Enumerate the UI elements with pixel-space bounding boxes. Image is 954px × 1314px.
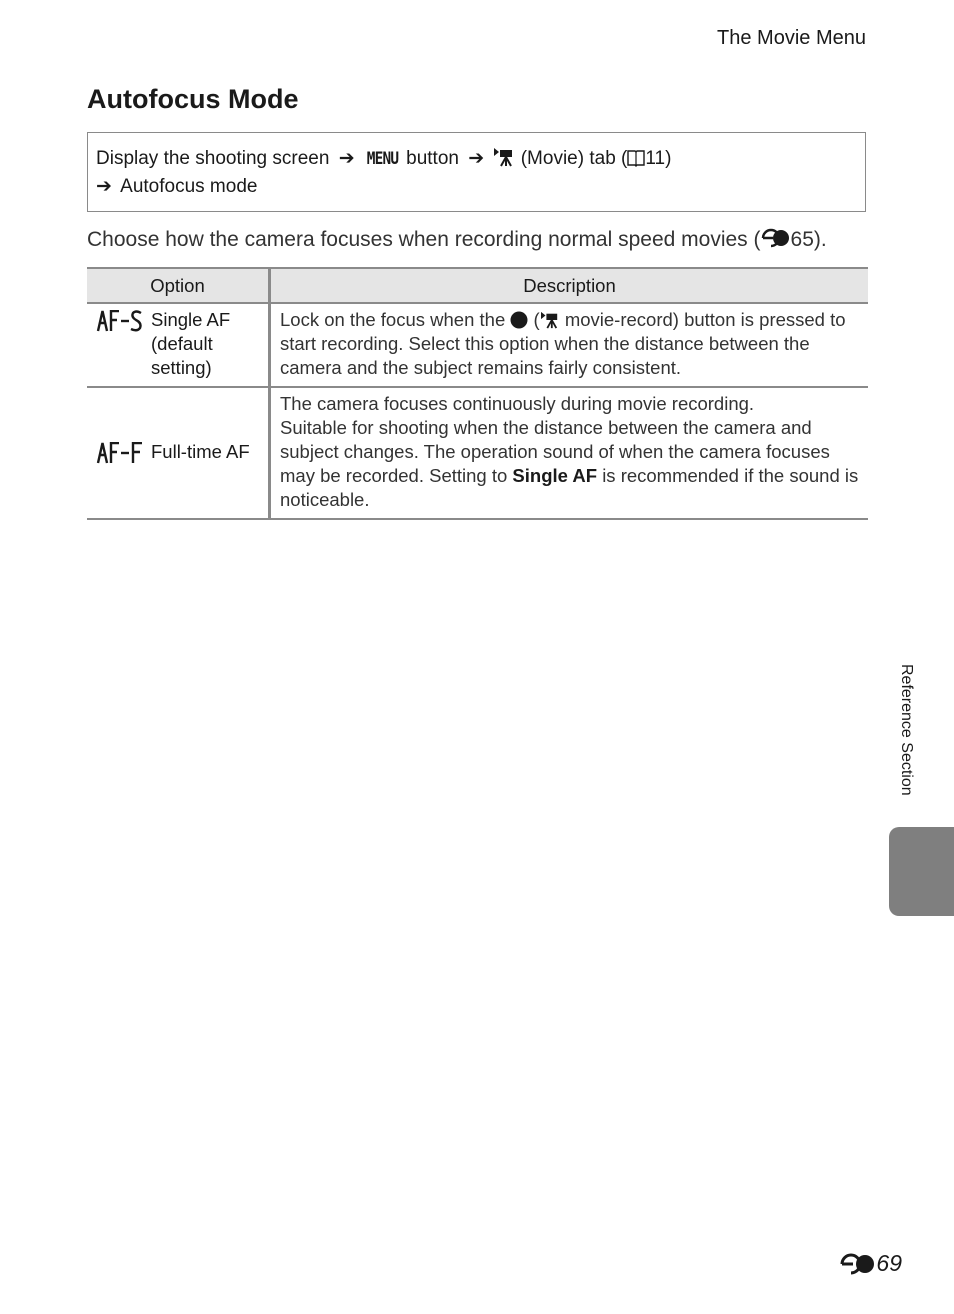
menu-path-box xyxy=(87,132,866,212)
nav-text-end: Autofocus mode xyxy=(120,176,258,197)
af-s-icon xyxy=(96,310,146,332)
arrow-right-icon: ➔ xyxy=(96,176,112,197)
table-row xyxy=(87,303,868,387)
movie-camera-icon xyxy=(540,311,560,329)
emphasis-text: Single AF xyxy=(512,465,598,486)
arrow-right-icon: ➔ xyxy=(468,148,485,169)
description-cell: The camera focuses continuously during movie recording. Suitable for shooting when the distance between the camera and subject changes. The operation sound of when the camera focuses may be recorded. Setting to Single AF is recommended if the sound is noticeable. xyxy=(270,387,869,519)
reference-section-icon xyxy=(840,1253,876,1275)
nav-button-text: button xyxy=(406,148,459,169)
option-cell xyxy=(87,303,270,387)
running-header: The Movie Menu xyxy=(717,27,866,49)
table-row xyxy=(87,387,868,519)
header-description: Description xyxy=(270,268,869,303)
option-label: Single AF xyxy=(151,309,231,330)
option-label: (default xyxy=(151,333,213,354)
page-number: 69 xyxy=(840,1250,902,1277)
intro-text: Choose how the camera focuses when recording normal speed movies ( 65). xyxy=(87,228,827,251)
option-cell xyxy=(87,387,270,519)
section-tab xyxy=(889,827,954,916)
reference-section-icon xyxy=(761,228,791,248)
af-f-icon xyxy=(96,442,146,464)
menu-button-glyph: MENU xyxy=(366,149,399,169)
option-label: setting) xyxy=(151,357,212,378)
book-reference-icon xyxy=(627,149,645,167)
options-table xyxy=(87,267,868,520)
page-reference: 11) xyxy=(645,148,672,169)
movie-tab-text: (Movie) tab ( xyxy=(520,148,628,169)
section-tab-label: Reference Section xyxy=(898,664,915,796)
nav-text-start: Display the shooting screen xyxy=(96,148,330,169)
description-cell: Lock on the focus when the ( movie-record) button is pressed to start recording. Select this option when the distance between the camera and the subject remains fairly consistent. xyxy=(270,303,869,387)
arrow-right-icon: ➔ xyxy=(338,148,355,169)
movie-camera-icon xyxy=(493,147,515,167)
header-option: Option xyxy=(87,268,270,303)
page-title: Autofocus Mode xyxy=(87,84,299,114)
option-label: Full-time AF xyxy=(151,441,250,462)
record-button-icon xyxy=(510,311,528,329)
